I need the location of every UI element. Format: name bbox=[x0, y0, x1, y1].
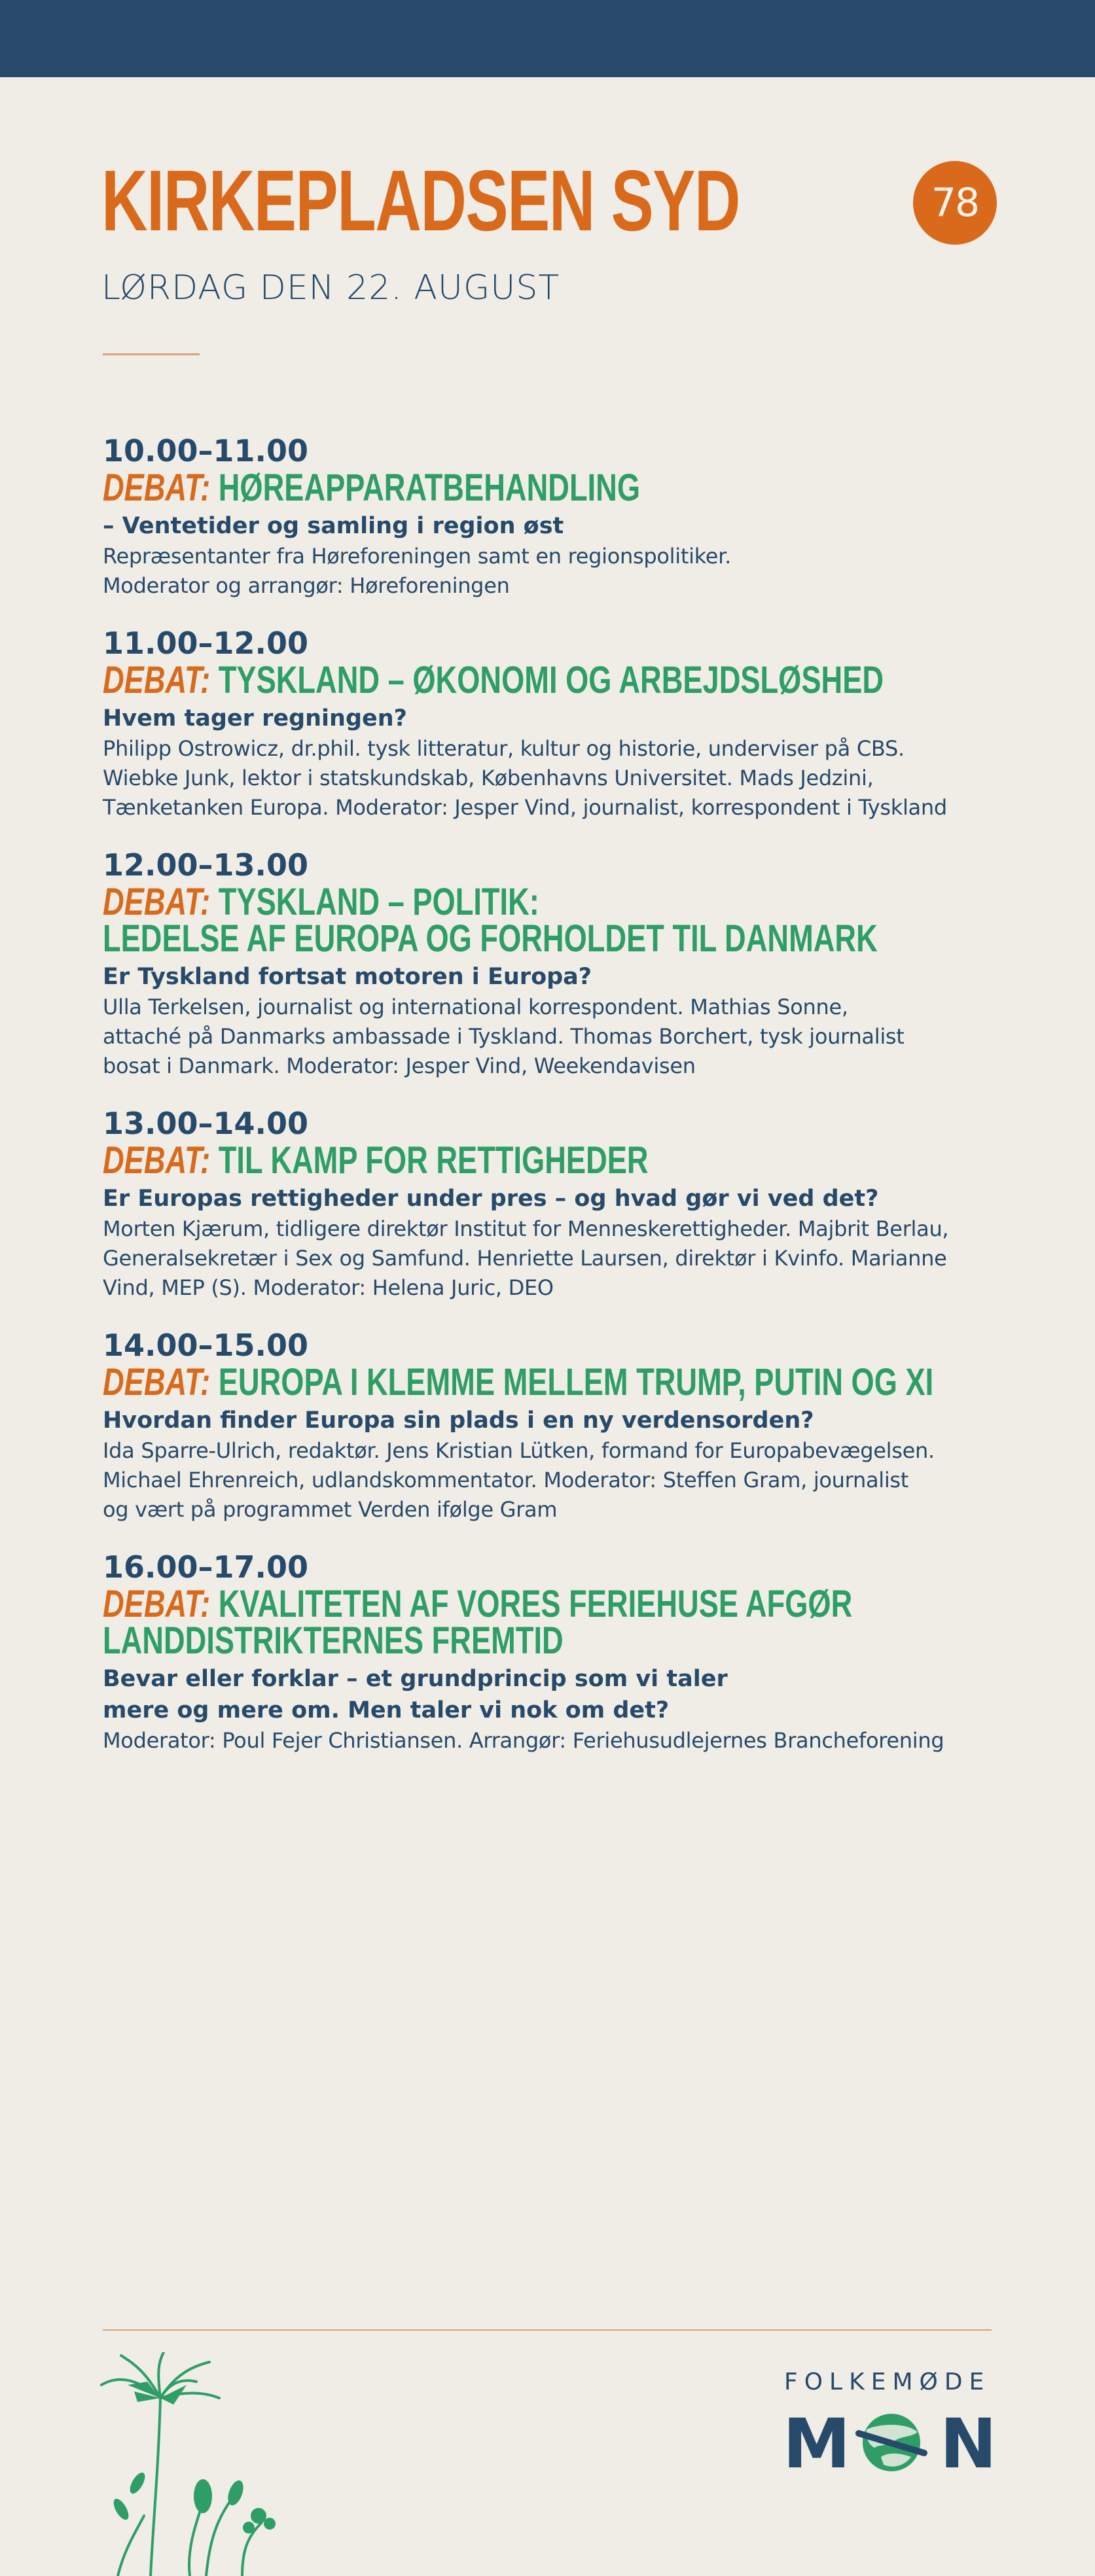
event-keyword: DEBAT: bbox=[103, 881, 211, 923]
event-time: 13.00–14.00 bbox=[103, 1106, 309, 1141]
event-headline bbox=[103, 1139, 1016, 1182]
page-number-badge: 78 bbox=[913, 161, 997, 245]
event-subtitle: Hvordan finder Europa sin plads i en ny verdensorden? bbox=[103, 1407, 814, 1434]
program-event bbox=[103, 432, 1019, 601]
event-description: Ida Sparre-Ulrich, redaktør. Jens Kristian Lütken, formand for Europabevægelsen. bbox=[103, 1438, 935, 1463]
event-description: bosat i Danmark. Moderator: Jesper Vind, Weekendavisen bbox=[103, 1053, 696, 1078]
event-headline-text: TIL KAMP FOR RETTIGHEDER bbox=[218, 1139, 649, 1182]
plant-illustration bbox=[98, 2352, 295, 2576]
event-description: attaché på Danmarks ambassade i Tyskland. Thomas Borchert, tysk journalist bbox=[103, 1024, 905, 1049]
event-subtitle: mere og mere om. Men taler vi nok om det? bbox=[103, 1697, 670, 1723]
title-divider bbox=[103, 353, 200, 355]
program-event bbox=[103, 1104, 1019, 1303]
logo-wordmark: FOLKEMØDE bbox=[784, 2369, 991, 2395]
event-keyword: DEBAT: bbox=[103, 1139, 211, 1182]
event-description: Repræsentanter fra Høreforeningen samt en regionspolitiker. bbox=[103, 544, 731, 569]
event-description: Morten Kjærum, tidligere direktør Institut for Menneskerettigheder. Majbrit Berlau, bbox=[103, 1216, 949, 1241]
event-date: LØRDAG DEN 22. AUGUST bbox=[101, 268, 560, 308]
event-subtitle: Hvem tager regningen? bbox=[103, 705, 407, 732]
program-event bbox=[103, 1326, 1019, 1525]
event-description: Tænketanken Europa. Moderator: Jesper Vind, journalist, korrespondent i Tyskland bbox=[103, 795, 947, 820]
event-headline-text: EUROPA I KLEMME MELLEM TRUMP, PUTIN OG XI bbox=[218, 1361, 934, 1403]
page-title: KIRKEPLADSEN SYD bbox=[101, 152, 740, 249]
event-headline-text: HØREAPPARATBEHANDLING bbox=[218, 467, 641, 509]
logo-letter-m: M bbox=[783, 2405, 851, 2477]
event-time: 11.00–12.00 bbox=[103, 626, 309, 661]
folkemode-mon-logo bbox=[783, 2405, 999, 2477]
event-subtitle: Er Tyskland fortsat motoren i Europa? bbox=[103, 964, 592, 990]
event-time: 16.00–17.00 bbox=[103, 1549, 309, 1585]
event-description: og vært på programmet Verden ifølge Gram bbox=[103, 1497, 558, 1522]
event-subtitle: – Ventetider og samling i region øst bbox=[103, 513, 564, 539]
event-keyword: DEBAT: bbox=[103, 659, 211, 701]
program-list bbox=[103, 432, 1019, 1779]
logo-letter-n: N bbox=[940, 2405, 997, 2477]
footer-divider bbox=[103, 2329, 992, 2331]
event-headline bbox=[103, 881, 1016, 923]
event-description: Moderator: Poul Fejer Christiansen. Arrangør: Feriehusudlejernes Brancheforening bbox=[103, 1728, 944, 1753]
event-headline bbox=[103, 659, 1016, 701]
event-time: 12.00–13.00 bbox=[103, 847, 309, 883]
event-description: Michael Ehrenreich, udlandskommentator. Moderator: Steffen Gram, journalist bbox=[103, 1468, 909, 1492]
event-keyword: DEBAT: bbox=[103, 1583, 211, 1625]
top-banner bbox=[0, 0, 1095, 77]
event-headline-text: TYSKLAND – ØKONOMI OG ARBEJDSLØSHED bbox=[218, 659, 884, 701]
event-headline-text: LANDDISTRIKTERNES FREMTID bbox=[103, 1619, 564, 1662]
event-description: Vind, MEP (S). Moderator: Helena Juric, DEO bbox=[103, 1275, 554, 1300]
event-keyword: DEBAT: bbox=[103, 1361, 211, 1403]
program-event bbox=[103, 624, 1019, 822]
event-keyword: DEBAT: bbox=[103, 467, 211, 509]
event-subtitle: Er Europas rettigheder under pres – og hvad gør vi ved det? bbox=[103, 1186, 879, 1212]
event-headline-text: LEDELSE AF EUROPA OG FORHOLDET TIL DANMARK bbox=[103, 917, 878, 960]
event-description: Generalsekretær i Sex og Samfund. Henriette Laursen, direktør i Kvinfo. Marianne bbox=[103, 1246, 947, 1271]
event-headline-text: TYSKLAND – POLITIK: bbox=[218, 881, 539, 923]
event-description: Ulla Terkelsen, journalist og international korrespondent. Mathias Sonne, bbox=[103, 995, 848, 1019]
program-event bbox=[103, 1548, 1019, 1756]
program-event bbox=[103, 846, 1019, 1081]
event-subtitle: Bevar eller forklar – et grundprincip som vi taler bbox=[103, 1666, 728, 1692]
event-headline bbox=[103, 917, 1016, 960]
event-time: 10.00–11.00 bbox=[103, 433, 309, 468]
event-time: 14.00–15.00 bbox=[103, 1328, 309, 1363]
event-description: Moderator og arrangør: Høreforeningen bbox=[103, 573, 510, 598]
event-headline bbox=[103, 467, 1016, 509]
event-description: Wiebke Junk, lektor i statskundskab, Københavns Universitet. Mads Jedzini, bbox=[103, 766, 874, 790]
event-headline bbox=[103, 1619, 1016, 1662]
event-headline bbox=[103, 1361, 1016, 1403]
event-headline-text: KVALITETEN AF VORES FERIEHUSE AFGØR bbox=[218, 1583, 853, 1625]
event-headline bbox=[103, 1583, 1016, 1625]
event-description: Philipp Ostrowicz, dr.phil. tysk litteratur, kultur og historie, underviser på CBS. bbox=[103, 736, 905, 761]
